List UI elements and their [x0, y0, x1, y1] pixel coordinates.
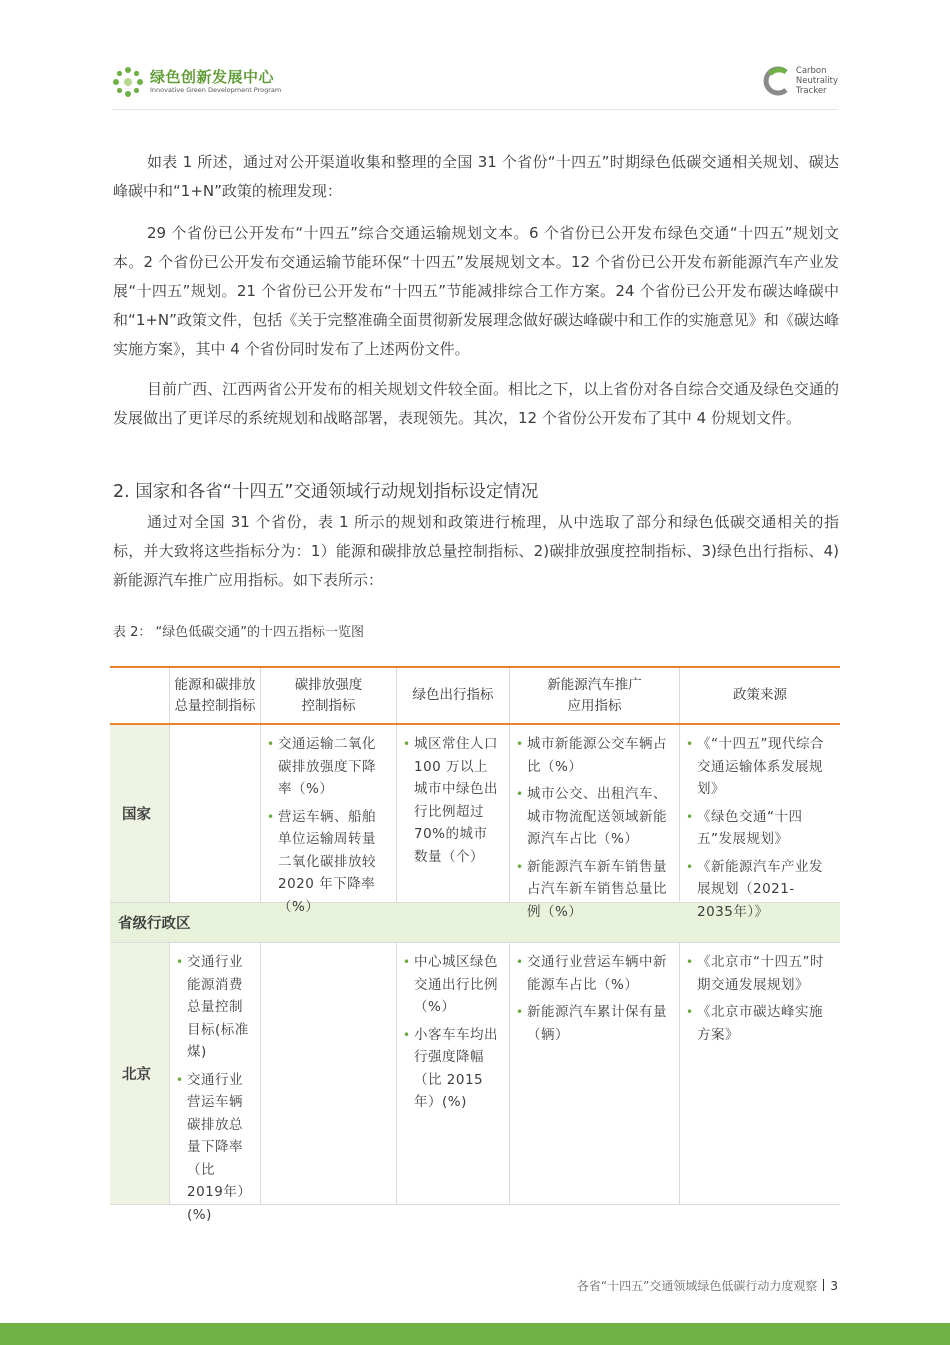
indicator-table: [110, 666, 840, 1223]
header-cell-green-travel: 绿色出行指标: [397, 668, 510, 723]
indicator-item: • 中心城区绿色交通出行比例（%）: [403, 951, 499, 1019]
indicator-list: [261, 943, 396, 951]
footer-divider: [823, 1279, 824, 1291]
row-label-beijing: 北京: [110, 943, 170, 1204]
paragraph-intro: 如表 1 所述，通过对公开渠道收集和整理的全国 31 个省份“十四五”时期绿色低碳交通相关规划、碳达峰碳中和“1+N”政策的梳理发现：: [113, 153, 839, 200]
header-cell-energy: 能源和碳排放 总量控制指标: [170, 668, 261, 723]
indicator-item: • 新能源汽车累计保有量（辆）: [516, 1001, 669, 1046]
indicator-item: • 《“十四五”现代综合交通运输体系发展规划》: [686, 733, 830, 801]
beijing-policy-cell: [680, 943, 840, 1204]
province-band-label: 省级行政区: [118, 916, 191, 932]
indicator-list: [510, 943, 679, 1046]
indicator-list: [397, 725, 509, 868]
indicator-item: • 《北京市“十四五”时期交通发展规划》: [686, 951, 830, 996]
page-footer: [577, 1277, 838, 1294]
page-header: [112, 60, 838, 110]
footer-green-bar: [0, 1323, 950, 1345]
indicator-item: • 交通行业能源消费总量控制目标(标准煤): [176, 951, 250, 1064]
page-number: 3: [830, 1279, 838, 1293]
indicator-list: [170, 725, 260, 733]
indicator-item: • 交通行业营运车辆中新能源车占比（%）: [516, 951, 669, 996]
header-cell-intensity: 碳排放强度 控制指标: [261, 668, 397, 723]
igdp-logo: [112, 66, 281, 98]
indicator-list: [397, 943, 509, 1114]
national-intensity-cell: [261, 725, 397, 915]
org-name-en: Innovative Green Development Program: [150, 86, 282, 94]
national-green-travel-cell: [397, 725, 510, 902]
indicator-item: • 城区常住人口 100 万以上城市中绿色出行比例超过 70%的城市数量（个）: [403, 733, 499, 868]
cnt-line-1: Carbon: [795, 66, 827, 76]
indicator-list: [510, 725, 679, 923]
igdp-logo-icon: [112, 66, 144, 98]
cnt-line-3: Tracker: [795, 86, 827, 96]
national-energy-cell: [170, 725, 261, 902]
row-label-national: 国家: [110, 725, 170, 902]
indicator-item: • 《北京市碳达峰实施方案》: [686, 1001, 830, 1046]
paragraph-findings: 29 个省份已公开发布“十四五”综合交通运输规划文本。6 个省份已公开发布绿色交通“十四五”规划文本。2 个省份已公开发布交通运输节能环保“十四五”发展规划文本。12 个省份已公开发布新能源汽车产业发展“十四五”规划。21 个省份已公开发布“十四五”节能减排综合工作方案。24 个省份已公开发布碳达峰碳中和“1+N”政策文件，包括《关于完整准确全面贯彻新发展理念做好碳达峰碳中和工作的实施意见》和《碳达峰实施方案》，其中 4 个省份同时发布了上述两份文件。: [113, 224, 839, 358]
indicator-item: • 交通行业营运车辆碳排放总量下降率（比2019年）(%): [176, 1069, 250, 1227]
indicator-list: [261, 725, 396, 918]
indicator-item: • 小客车车均出行强度降幅（比 2015年）(%): [403, 1024, 499, 1114]
national-policy-cell: [680, 725, 840, 920]
cnt-line-2: Neutrality: [795, 76, 838, 86]
cnt-logo-icon: [762, 64, 792, 98]
header-cell-empty: [110, 668, 170, 723]
cnt-logo: [762, 64, 838, 98]
indicator-item: • 交通运输二氧化碳排放强度下降率（%）: [267, 733, 386, 801]
indicator-item: • 城市公交、出租汽车、城市物流配送领域新能源汽车占比（%）: [516, 783, 669, 851]
national-nev-cell: [510, 725, 680, 920]
beijing-intensity-cell: [261, 943, 397, 1204]
paragraph-leading: 目前广西、江西两省公开发布的相关规划文件较全面。相比之下，以上省份对各自综合交通及绿色交通的发展做出了更详尽的系统规划和战略部署，表现领先。其次，12 个省份公开发布了其中 4 份规划文件。: [113, 380, 839, 427]
footer-title: 各省“十四五”交通领域绿色低碳行动力度观察: [576, 1279, 818, 1293]
beijing-nev-cell: [510, 943, 680, 1204]
beijing-energy-cell: [170, 943, 261, 1223]
indicator-item: • 城市新能源公交车辆占比（%）: [516, 733, 669, 778]
indicator-item: • 营运车辆、船舶单位运输周转量二氧化碳排放较 2020 年下降率（%）: [267, 806, 386, 919]
table-header-row: [110, 668, 840, 725]
header-cell-policy: 政策来源: [733, 687, 787, 703]
indicator-list: [170, 943, 260, 1226]
header-cell-nev: 新能源汽车推广 应用指标: [510, 668, 680, 723]
paragraph-indicators: 通过对全国 31 个省份，表 1 所示的规划和政策进行梳理，从中选取了部分和绿色低碳交通相关的指标，并大致将这些指标分为：1）能源和碳排放总量控制指标、2)碳排放强度控制指标、3)绿色出行指标、4)新能源汽车推广应用指标。如下表所示：: [113, 513, 839, 589]
indicator-item: • 新能源汽车新车销售量占汽车新车销售总量比例（%）: [516, 856, 669, 924]
org-name-cn: 绿色创新发展中心: [150, 68, 275, 86]
indicator-list: [680, 943, 840, 1046]
table-row-beijing: [110, 943, 840, 1223]
table-caption: 表 2： “绿色低碳交通”的十四五指标一览图: [113, 625, 365, 640]
beijing-green-travel-cell: [397, 943, 510, 1204]
section-title: 2. 国家和各省“十四五”交通领域行动规划指标设定情况: [113, 482, 539, 502]
indicator-list: [680, 725, 840, 923]
indicator-item: • 《绿色交通“十四五”发展规划》: [686, 806, 830, 851]
table-row-national: [110, 725, 840, 920]
indicator-item: • 《新能源汽车产业发展规划（2021-2035年）》: [686, 856, 830, 924]
